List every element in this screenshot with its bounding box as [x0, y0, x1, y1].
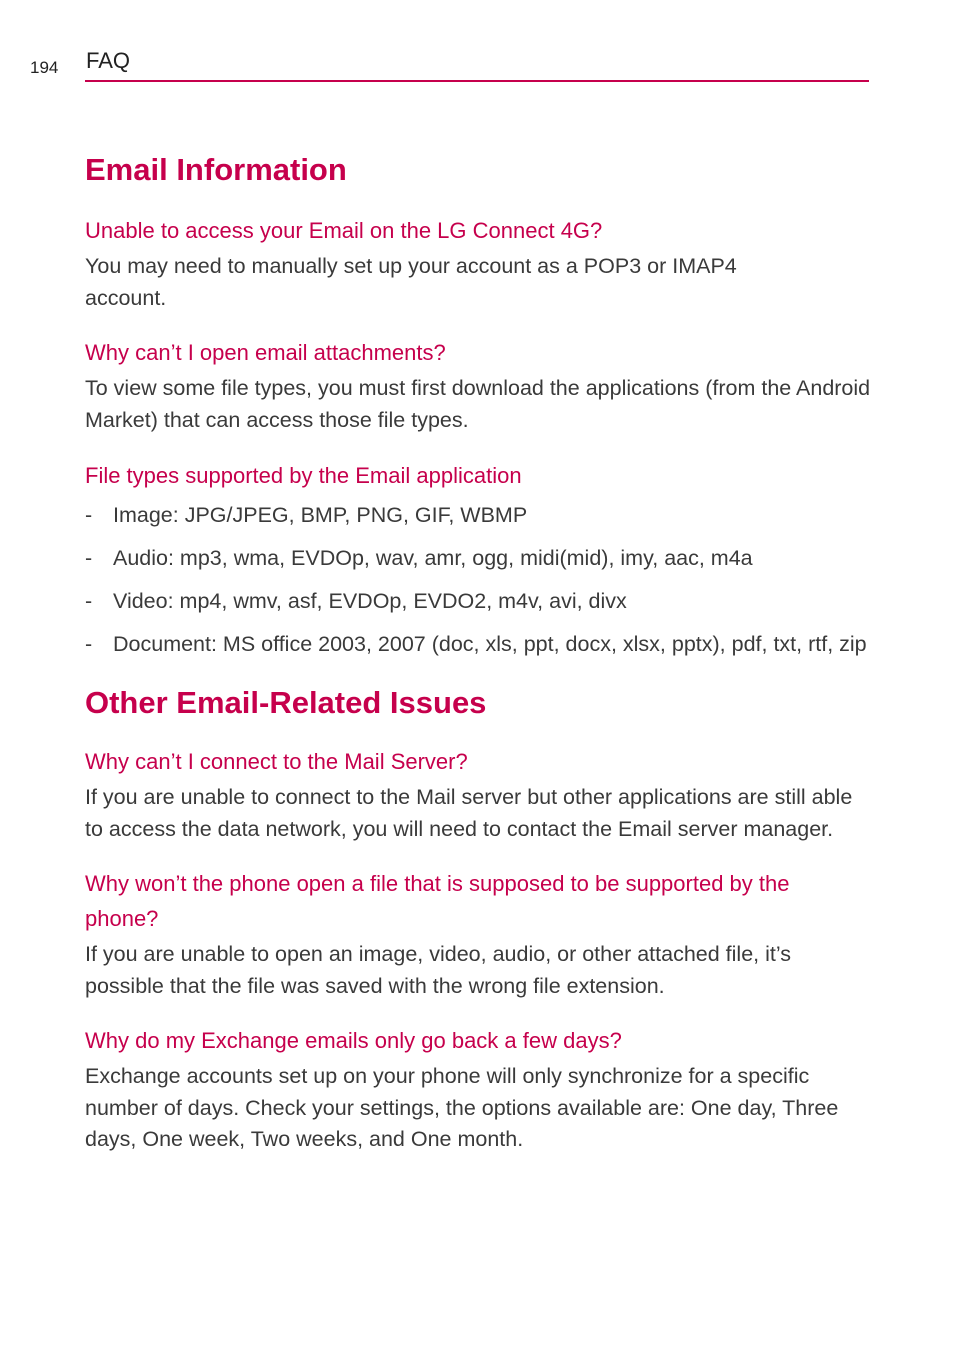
list-item: - Document: MS office 2003, 2007 (doc, xls, ppt, docx, xlsx, pptx), pdf, txt, rtf, zip — [85, 632, 867, 656]
faq-question: Unable to access your Email on the LG Connect 4G? — [85, 218, 603, 243]
faq-question: Why can’t I open email attachments? — [85, 340, 446, 365]
list-item: - Video: mp4, wmv, asf, EVDOp, EVDO2, m4v, avi, divx — [85, 589, 627, 613]
faq-question: Why can’t I connect to the Mail Server? — [85, 749, 468, 774]
section-title-other-email-issues: Other Email-Related Issues — [85, 685, 487, 720]
header-divider — [85, 80, 869, 82]
list-item: - Audio: mp3, wma, EVDOp, wav, amr, ogg, midi(mid), imy, aac, m4a — [85, 546, 753, 570]
file-types-list — [85, 501, 871, 659]
running-header: FAQ — [86, 48, 131, 73]
faq-answer: You may need to manually set up your account as a POP3 or IMAP4 account. — [85, 254, 737, 310]
faq-answer: If you are unable to open an image, video, audio, or other attached file, it’s possible that the file was saved with the wrong file extension. — [85, 942, 791, 998]
list-item: - Image: JPG/JPEG, BMP, PNG, GIF, WBMP — [85, 503, 528, 527]
faq-answer: To view some file types, you must first download the applications (from the Android Market) that can access those file types. — [85, 376, 871, 432]
page-content — [85, 150, 871, 1156]
section-title-email-information: Email Information — [85, 152, 347, 187]
page-number: 194 — [30, 58, 59, 77]
faq-answer: If you are unable to connect to the Mail server but other applications are still able to access the data network, you will need to contact the Email server manager. — [85, 785, 853, 841]
faq-question: Why do my Exchange emails only go back a few days? — [85, 1028, 622, 1053]
faq-question: File types supported by the Email application — [85, 463, 522, 488]
faq-answer: Exchange accounts set up on your phone will only synchronize for a specific number of days. Check your settings, the options available are: One day, Three days, One week, Two weeks, and One month. — [85, 1064, 839, 1151]
faq-question: Why won’t the phone open a file that is supposed to be supported by the phone? — [85, 871, 790, 931]
